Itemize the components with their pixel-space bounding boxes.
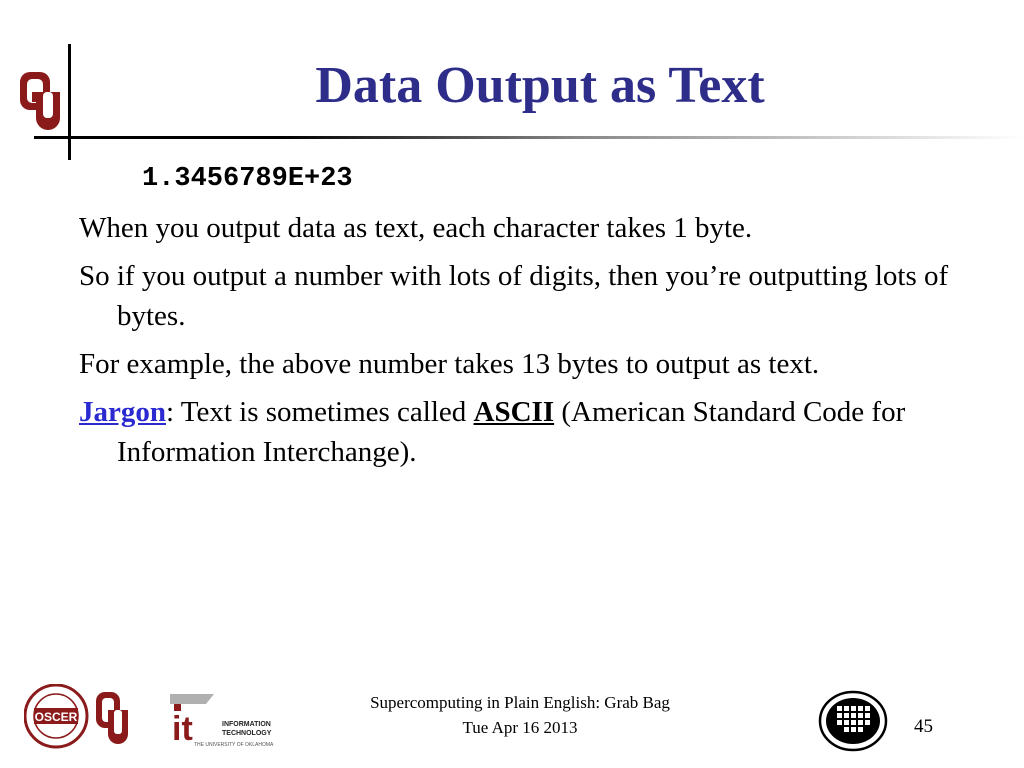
supercomputing-logo <box>818 690 888 757</box>
header-horizontal-rule <box>34 136 1024 139</box>
page-number: 45 <box>914 716 933 737</box>
number-example: 1.3456789E+23 <box>142 164 353 194</box>
ou-footer-logo <box>96 692 128 744</box>
svg-text:THE UNIVERSITY OF OKLAHOMA: THE UNIVERSITY OF OKLAHOMA <box>194 742 274 748</box>
slide-body <box>79 208 979 480</box>
jargon-text-after: (American Standard Code for Information Interchange). <box>117 396 906 468</box>
header-vertical-rule <box>68 44 71 160</box>
svg-text:TECHNOLOGY: TECHNOLOGY <box>222 730 272 737</box>
svg-text:it: it <box>172 710 193 748</box>
footer-text <box>300 690 740 740</box>
svg-text:OSCER: OSCER <box>34 710 78 724</box>
footer-date: Tue Apr 16 2013 <box>462 718 578 737</box>
oscer-logo <box>25 685 87 747</box>
ascii-term: ASCII <box>473 396 555 428</box>
it-logo <box>170 694 274 748</box>
svg-text:INFORMATION: INFORMATION <box>222 721 271 728</box>
footer-logos <box>24 684 289 755</box>
jargon-text-before: : Text is sometimes called <box>166 396 474 428</box>
jargon-link[interactable]: Jargon <box>79 396 166 428</box>
ou-logo <box>18 70 66 135</box>
paragraph-lots-of-digits: So if you output a number with lots of digits, then you’re outputting lots of bytes. <box>79 260 949 332</box>
paragraph-bytes-per-character: When you output data as text, each character takes 1 byte. <box>79 212 753 244</box>
footer-course-title: Supercomputing in Plain English: Grab Bag <box>370 693 670 712</box>
paragraph-example: For example, the above number takes 13 bytes to output as text. <box>79 348 820 380</box>
slide-title: Data Output as Text <box>315 57 765 114</box>
paragraph-jargon <box>79 392 979 472</box>
